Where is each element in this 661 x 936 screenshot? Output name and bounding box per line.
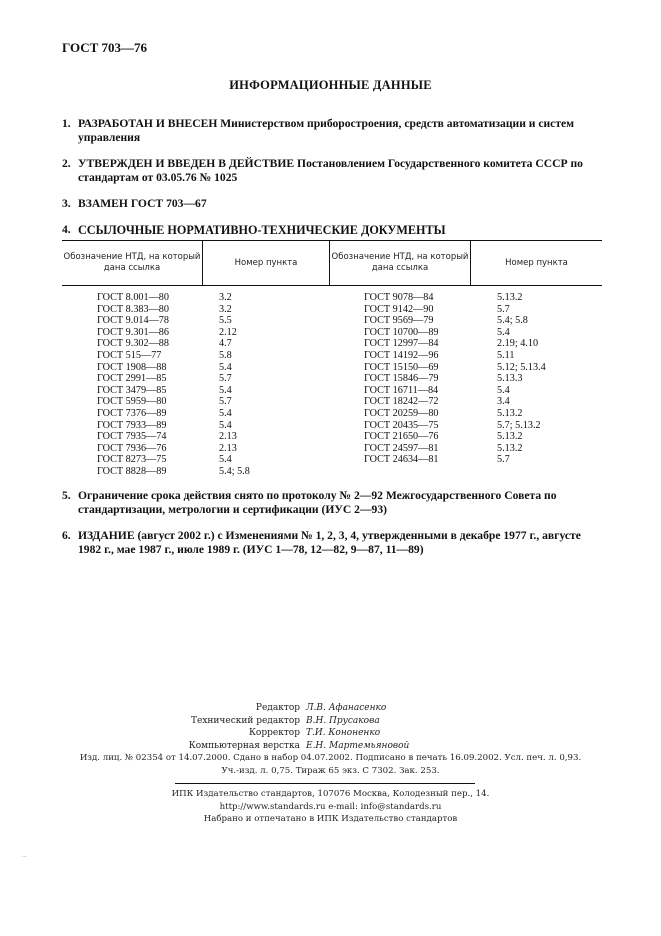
- clause-cell: 5.13.2: [497, 431, 523, 443]
- divider: [175, 783, 475, 784]
- clause-cell: 5.12; 5.13.4: [497, 361, 546, 373]
- clause-cell: 5.13.3: [497, 373, 523, 385]
- credit-role: Редактор: [255, 703, 300, 713]
- ntd-cell: ГОСТ 8.001—80: [97, 292, 169, 303]
- ntd-cell: ГОСТ 7936—76: [97, 442, 167, 454]
- clause-cell: 3.4: [497, 396, 510, 408]
- item-number: 6.: [62, 529, 71, 542]
- ntd-cell: ГОСТ 12997—84: [364, 338, 439, 350]
- clause-cell: 5.4: [219, 419, 232, 431]
- clause-cell: 4.7: [219, 338, 232, 350]
- ntd-cell: ГОСТ 20435—75: [364, 419, 439, 431]
- clause-cell: 5.4: [219, 454, 232, 466]
- item-number: 2.: [62, 157, 71, 170]
- item-text: ИЗДАНИЕ (август 2002 г.) с Изменениями № 1, 2, 3, 4, утвержденными в декабре 1977 г., августе 1982 г., мае 1987 г., июле 1989 г. (ИУС 1—78, 12—82, 9—87, 11—89): [78, 529, 581, 556]
- right-clause-column: [497, 292, 546, 478]
- clause-cell: 5.11: [497, 349, 515, 361]
- clause-cell: 5.13.2: [497, 407, 523, 419]
- ntd-cell: ГОСТ 7933—89: [97, 419, 167, 431]
- clause-cell: 5.5: [219, 315, 232, 327]
- info-items: [62, 117, 602, 249]
- credit-layout: [0, 740, 661, 753]
- header-clause-left: Номер пункта: [203, 241, 330, 285]
- ntd-cell: ГОСТ 9078—84: [364, 292, 434, 303]
- pub-line: Изд. лиц. № 02354 от 14.07.2000. Сдано в набор 04.07.2002. Подписано в печать 16.09.2002. Усл. печ. л. 0,93.: [79, 753, 582, 763]
- right-ntd-column: [364, 292, 497, 478]
- clause-cell: 5.7: [497, 303, 510, 315]
- clause-cell: 2.12: [219, 326, 237, 338]
- table-header: [62, 240, 602, 286]
- item-text: ВЗАМЕН ГОСТ 703—67: [78, 197, 207, 210]
- credit-role: Корректор: [248, 728, 300, 738]
- clause-cell: 5.7; 5.13.2: [497, 419, 541, 431]
- publication-info: [0, 752, 661, 777]
- ntd-cell: ГОСТ 24634—81: [364, 454, 439, 466]
- ntd-cell: ГОСТ 2991—85: [97, 373, 167, 385]
- publisher-info: [0, 788, 661, 826]
- item-number: 4.: [62, 223, 71, 236]
- credit-name: В.Н. Прусакова: [306, 715, 380, 726]
- item-number: 1.: [62, 117, 71, 130]
- credit-name: Е.Н. Мартемьяновой: [306, 740, 410, 751]
- ntd-cell: ГОСТ 8828—89: [97, 465, 167, 477]
- pub-line: http://www.standards.ru e-mail: info@standards.ru: [219, 801, 442, 812]
- item-number: 3.: [62, 197, 71, 210]
- ntd-cell: ГОСТ 16711—84: [364, 384, 439, 396]
- table-body: [62, 286, 602, 478]
- clause-cell: 5.13.2: [497, 292, 523, 303]
- ntd-cell: ГОСТ 9.302—88: [97, 338, 169, 350]
- clause-cell: 3.2: [219, 303, 232, 315]
- ntd-cell: ГОСТ 18242—72: [364, 396, 439, 408]
- item-number: 5.: [62, 489, 71, 502]
- clause-cell: 2.13: [219, 431, 237, 443]
- pub-line: ИПК Издательство стандартов, 107076 Москва, Колодезный пер., 14.: [171, 789, 490, 799]
- clause-cell: 5.7: [219, 396, 232, 408]
- clause-cell: 5.4: [497, 326, 510, 338]
- ntd-cell: ГОСТ 10700—89: [364, 326, 439, 338]
- ntd-cell: ГОСТ 15846—79: [364, 373, 439, 385]
- info-item-5: [62, 489, 602, 517]
- credit-name: Т.И. Кононенко: [306, 728, 381, 738]
- header-ntd-right: Обозначение НТД, на который дана ссылка: [330, 241, 471, 285]
- clause-cell: 5.4: [219, 407, 232, 419]
- item-text: ССЫЛОЧНЫЕ НОРМАТИВНО-ТЕХНИЧЕСКИЕ ДОКУМЕНТЫ: [78, 223, 446, 237]
- ntd-cell: ГОСТ 5959—80: [97, 396, 167, 408]
- ntd-cell: ГОСТ 9142—90: [364, 303, 434, 315]
- pub-line: Уч.-изд. л. 0,75. Тираж 65 экз. С 7302. Зак. 253.: [221, 765, 440, 776]
- item-text: Ограничение срока действия снято по протоколу № 2—92 Межгосударственного Совета по стандартизации, метрологии и сертификации (ИУС 2—93): [78, 489, 557, 516]
- credit-editor: [0, 702, 661, 715]
- credit-role: Компьютерная верстка: [188, 740, 300, 751]
- info-item-1: [62, 117, 602, 145]
- ntd-cell: ГОСТ 24597—81: [364, 442, 439, 454]
- ntd-cell: ГОСТ 14192—96: [364, 349, 439, 361]
- credit-tech-editor: [0, 715, 661, 728]
- clause-cell: 5.4: [219, 384, 232, 396]
- ntd-cell: ГОСТ 1908—88: [97, 361, 167, 373]
- clause-cell: 2.19; 4.10: [497, 338, 539, 350]
- reference-table: [62, 240, 602, 478]
- ntd-cell: ГОСТ 9.014—78: [97, 315, 169, 327]
- ntd-cell: ГОСТ 8273—75: [97, 454, 167, 466]
- credits-block: [0, 702, 661, 752]
- margin-mark: ...: [22, 853, 27, 859]
- left-ntd-column: [62, 292, 206, 478]
- ntd-cell: ГОСТ 21650—76: [364, 431, 439, 443]
- info-item-3: [62, 197, 602, 211]
- item-text: РАЗРАБОТАН И ВНЕСЕН Министерством приборостроения, средств автоматизации и систем управления: [78, 117, 575, 144]
- clause-cell: 5.4; 5.8: [219, 465, 250, 477]
- credit-name: Л.В. Афанасенко: [306, 703, 387, 713]
- ntd-cell: ГОСТ 515—77: [97, 349, 162, 361]
- page-heading: ИНФОРМАЦИОННЫЕ ДАННЫЕ: [229, 78, 432, 92]
- clause-cell: 2.13: [219, 442, 237, 454]
- pub-line: Набрано и отпечатано в ИПК Издательство стандартов: [203, 814, 458, 824]
- header-clause-right: Номер пункта: [505, 257, 568, 268]
- clause-cell: 5.8: [219, 349, 232, 361]
- ntd-cell: ГОСТ 9.301—86: [97, 326, 169, 338]
- info-item-4: [62, 223, 602, 237]
- item-text: УТВЕРЖДЕН И ВВЕДЕН В ДЕЙСТВИЕ Постановлением Государственного комитета СССР по стандартам от 03.05.76 № 1025: [78, 157, 583, 184]
- ntd-cell: ГОСТ 3479—85: [97, 384, 167, 396]
- info-item-2: [62, 157, 602, 185]
- ntd-cell: ГОСТ 20259—80: [364, 407, 439, 419]
- header-ntd-left: Обозначение НТД, на который дана ссылка: [62, 241, 203, 285]
- clause-cell: 5.4: [219, 361, 232, 373]
- credit-corrector: [0, 727, 661, 740]
- clause-cell: 5.7: [219, 373, 232, 385]
- clause-cell: 5.4; 5.8: [497, 315, 528, 327]
- clause-cell: 5.4: [497, 384, 510, 396]
- clause-cell: 5.7: [497, 454, 510, 466]
- ntd-cell: ГОСТ 9569—79: [364, 315, 434, 327]
- document-code: ГОСТ 703—76: [62, 40, 148, 55]
- ntd-cell: ГОСТ 7376—89: [97, 407, 167, 419]
- clause-cell: 5.13.2: [497, 442, 523, 454]
- clause-cell: 3.2: [219, 292, 232, 303]
- ntd-cell: ГОСТ 8.383—80: [97, 303, 169, 315]
- ntd-cell: ГОСТ 7935—74: [97, 431, 167, 443]
- ntd-cell: ГОСТ 15150—69: [364, 361, 439, 373]
- credit-role: Технический редактор: [191, 715, 300, 726]
- info-items-continued: [62, 489, 602, 569]
- info-item-6: [62, 529, 602, 557]
- left-clause-column: [206, 292, 364, 478]
